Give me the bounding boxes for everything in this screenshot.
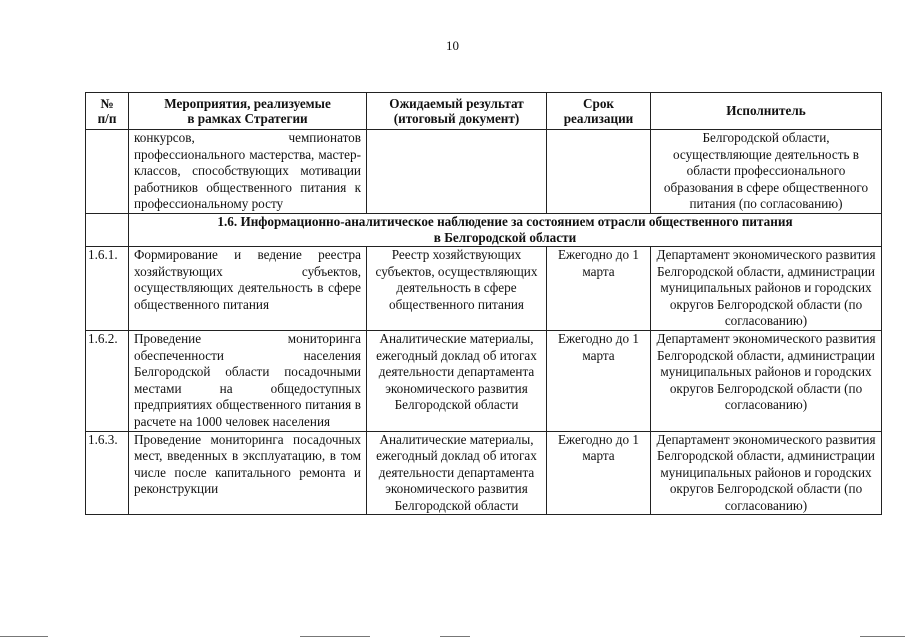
section-title-line-2: в Белгородской области <box>433 229 577 245</box>
table-row <box>86 431 882 515</box>
continuation-executor: Белгородской области, осуществляющие деятельность в области профессионального образования в сфере общественного питания (по согласованию) <box>651 130 882 214</box>
header-term <box>547 93 651 130</box>
continuation-activity: конкурсов, чемпионатов профессионального мастерства, мастер-классов, способствующих мотивации работников общественного питания к профессиональному росту <box>129 130 367 214</box>
row-activity: Формирование и ведение реестра хозяйствующих субъектов, осуществляющих деятельность в сфере общественного питания <box>129 246 367 330</box>
row-executor: Департамент экономического развития Белгородской области, администрации муниципальных районов и городских округов Белгородской области (по согласованию) <box>651 246 882 330</box>
row-num: 1.6.1. <box>86 246 129 330</box>
row-activity: Проведение мониторинга обеспеченности населения Белгородской области посадочными местами на общедоступных предприятиях общественного питания в расчете на 1000 человек населения <box>129 330 367 431</box>
row-term: Ежегодно до 1 марта <box>547 246 651 330</box>
section-row <box>86 213 882 246</box>
row-result: Реестр хозяйствующих субъектов, осуществляющих деятельность в сфере общественного питания <box>367 246 547 330</box>
section-title <box>129 213 882 246</box>
continuation-term <box>547 130 651 214</box>
table-header-row <box>86 93 882 130</box>
table-row-continuation <box>86 130 882 214</box>
header-num <box>86 93 129 130</box>
row-num: 1.6.3. <box>86 431 129 515</box>
scan-edge-line <box>0 636 48 637</box>
section-num-cell <box>86 213 129 246</box>
row-term: Ежегодно до 1 марта <box>547 330 651 431</box>
header-activity-line-1: Мероприятия, реализуемые <box>164 95 331 111</box>
header-activity-line-2: в рамках Стратегии <box>187 111 308 126</box>
header-num-line-1: № <box>100 95 114 111</box>
continuation-num <box>86 130 129 214</box>
page-number: 10 <box>446 38 459 53</box>
row-term: Ежегодно до 1 марта <box>547 431 651 515</box>
row-executor: Департамент экономического развития Белгородской области, администрации муниципальных районов и городских округов Белгородской области (по согласованию) <box>651 431 882 515</box>
header-result-line-2: (итоговый документ) <box>393 111 520 126</box>
header-executor <box>651 93 882 130</box>
table-row <box>86 330 882 431</box>
header-result-line-1: Ожидаемый результат <box>389 95 524 111</box>
continuation-result <box>367 130 547 214</box>
header-term-line-1: Срок <box>582 95 615 111</box>
header-result <box>367 93 547 130</box>
scan-edge-line <box>300 636 370 637</box>
header-num-line-2: п/п <box>97 111 117 126</box>
scan-edge-line <box>440 636 470 637</box>
row-activity: Проведение мониторинга посадочных мест, введенных в эксплуатацию, в том числе после капитального ремонта и реконструкции <box>129 431 367 515</box>
header-term-line-2: реализации <box>563 111 634 126</box>
header-executor-text: Исполнитель <box>726 103 806 119</box>
section-title-line-1: 1.6. Информационно-аналитическое наблюдение за состоянием отрасли общественного питания <box>217 213 793 229</box>
strategy-table <box>85 92 882 515</box>
table-row <box>86 246 882 330</box>
row-executor: Департамент экономического развития Белгородской области, администрации муниципальных районов и городских округов Белгородской области (по согласованию) <box>651 330 882 431</box>
row-result: Аналитические материалы, ежегодный доклад об итогах деятельности департамента экономического развития Белгородской области <box>367 330 547 431</box>
scan-edge-line <box>860 636 905 637</box>
row-result: Аналитические материалы, ежегодный доклад об итогах деятельности департамента экономического развития Белгородской области <box>367 431 547 515</box>
row-num: 1.6.2. <box>86 330 129 431</box>
header-activity <box>129 93 367 130</box>
